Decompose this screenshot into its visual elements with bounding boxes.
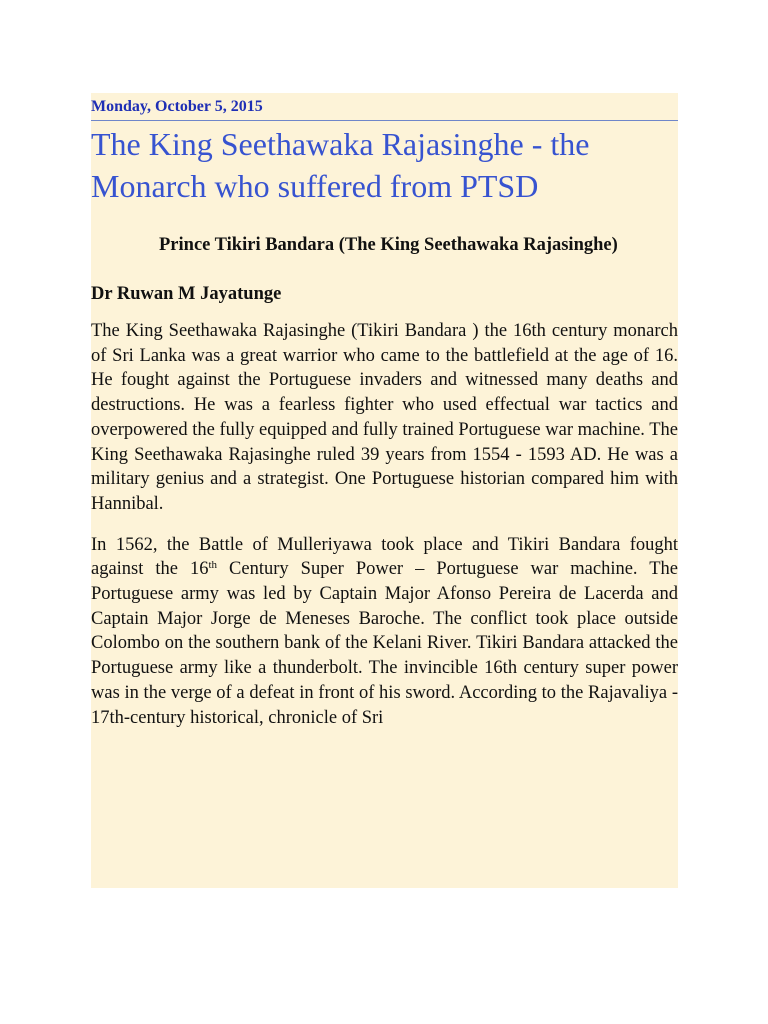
paragraph-text: Century Super Power – Portuguese war machine. The Portuguese army was led by Captain Major Afonso Pereira de Lacerda and Captain Major Jorge de Meneses Baroche. The conflict took place outside Colombo on the southern bank of the Kelani River. Tikiri Bandara attacked the Portuguese army like a thunderbolt. The invincible 16th century super power was in the verge of a defeat in front of his sword. According to the Rajavaliya - 17th-century historical, chronicle of Sri bbox=[91, 559, 678, 728]
body-paragraph bbox=[91, 533, 678, 731]
post-author: Dr Ruwan M Jayatunge bbox=[91, 284, 282, 304]
post-subtitle: Prince Tikiri Bandara (The King Seethawaka Rajasinghe) bbox=[159, 235, 618, 255]
post-date: Monday, October 5, 2015 bbox=[91, 93, 678, 121]
blog-post bbox=[91, 93, 678, 888]
body-paragraph: The King Seethawaka Rajasinghe (Tikiri Bandara ) the 16th century monarch of Sri Lanka was a great warrior who came to the battlefield at the age of 16. He fought against the Portuguese invaders and witnessed many deaths and destructions. He was a fearless fighter who used effectual war tactics and overpowered the fully equipped and fully trained Portuguese war machine. The King Seethawaka Rajasinghe ruled 39 years from 1554 - 1593 AD. He was a military genius and a strategist. One Portuguese historian compared him with Hannibal. bbox=[91, 321, 678, 514]
post-title: The King Seethawaka Rajasinghe - the Monarch who suffered from PTSD bbox=[91, 126, 590, 204]
paragraph-text: In 1562, the Battle of Mulleriyawa took place and Tikiri Bandara fought against the 16 bbox=[91, 534, 678, 580]
ordinal-suffix: th bbox=[208, 559, 218, 572]
